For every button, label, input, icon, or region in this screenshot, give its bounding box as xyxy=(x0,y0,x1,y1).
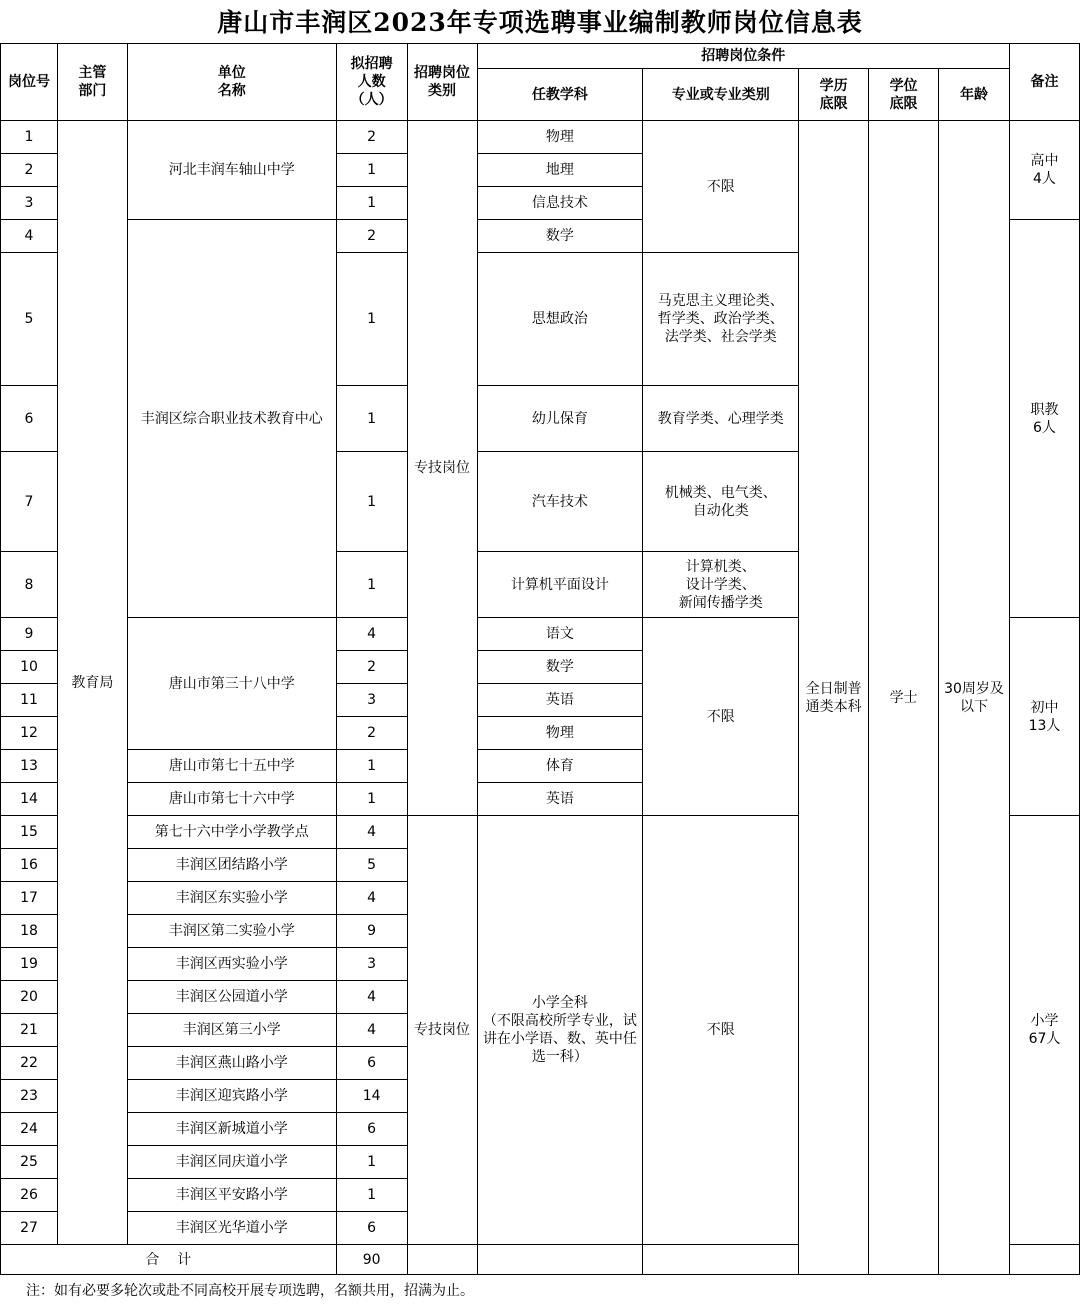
category-cell: 专技岗位 xyxy=(407,121,477,816)
subject-cell: 物理 xyxy=(477,717,643,750)
subject-cell: 幼儿保育 xyxy=(477,386,643,452)
header-conditions: 招聘岗位条件 xyxy=(477,44,1009,69)
major-cell: 不限 xyxy=(643,121,799,253)
count-cell: 5 xyxy=(336,849,407,882)
edu-cell: 全日制普 通类本科 xyxy=(799,121,869,1275)
subject-cell: 计算机平面设计 xyxy=(477,552,643,618)
count-cell: 2 xyxy=(336,220,407,253)
post-no: 5 xyxy=(1,253,58,386)
header-major: 专业或专业类别 xyxy=(643,69,799,121)
subject-cell: 数学 xyxy=(477,220,643,253)
count-cell: 1 xyxy=(336,452,407,552)
unit-cell: 丰润区东实验小学 xyxy=(127,882,336,915)
age-cell: 30周岁及 以下 xyxy=(939,121,1010,1275)
count-cell: 3 xyxy=(336,684,407,717)
post-no: 2 xyxy=(1,154,58,187)
header-remark: 备注 xyxy=(1009,44,1079,121)
unit-cell: 唐山市第七十五中学 xyxy=(127,750,336,783)
count-cell: 1 xyxy=(336,750,407,783)
unit-cell: 丰润区第三小学 xyxy=(127,1014,336,1047)
post-no: 4 xyxy=(1,220,58,253)
page-title: 唐山市丰润区2023年专项选聘事业编制教师岗位信息表 xyxy=(217,8,863,37)
post-no: 19 xyxy=(1,948,58,981)
total-value: 90 xyxy=(336,1245,407,1275)
post-no: 6 xyxy=(1,386,58,452)
count-cell: 2 xyxy=(336,651,407,684)
header-degree: 学位 底限 xyxy=(869,69,939,121)
count-cell: 1 xyxy=(336,783,407,816)
header-age: 年龄 xyxy=(939,69,1010,121)
unit-cell: 丰润区第二实验小学 xyxy=(127,915,336,948)
unit-cell: 丰润区迎宾路小学 xyxy=(127,1080,336,1113)
unit-cell: 丰润区光华道小学 xyxy=(127,1212,336,1245)
dept-cell: 教育局 xyxy=(57,121,127,1245)
total-empty-cell xyxy=(477,1245,643,1275)
subject-cell: 英语 xyxy=(477,684,643,717)
header-post-no: 岗位号 xyxy=(1,44,58,121)
post-no: 23 xyxy=(1,1080,58,1113)
unit-cell: 丰润区燕山路小学 xyxy=(127,1047,336,1080)
major-cell: 不限 xyxy=(643,816,799,1245)
count-cell: 6 xyxy=(336,1212,407,1245)
major-cell: 机械类、电气类、 自动化类 xyxy=(643,452,799,552)
major-cell: 教育学类、心理学类 xyxy=(643,386,799,452)
header-category: 招聘岗位 类别 xyxy=(407,44,477,121)
subject-cell: 语文 xyxy=(477,618,643,651)
post-no: 3 xyxy=(1,187,58,220)
count-cell: 1 xyxy=(336,1146,407,1179)
subject-cell: 数学 xyxy=(477,651,643,684)
count-cell: 4 xyxy=(336,981,407,1014)
post-no: 26 xyxy=(1,1179,58,1212)
post-no: 21 xyxy=(1,1014,58,1047)
post-no: 9 xyxy=(1,618,58,651)
total-label: 合 计 xyxy=(1,1245,337,1275)
total-empty-cell xyxy=(407,1245,477,1275)
recruitment-table xyxy=(0,43,1080,1275)
count-cell: 2 xyxy=(336,121,407,154)
footnote: 注：如有必要多轮次或赴不同高校开展专项选聘，名额共用，招满为止。 xyxy=(26,1283,474,1299)
count-cell: 1 xyxy=(336,253,407,386)
major-cell: 计算机类、 设计学类、 新闻传播学类 xyxy=(643,552,799,618)
unit-cell: 唐山市第三十八中学 xyxy=(127,618,336,750)
post-no: 8 xyxy=(1,552,58,618)
subject-cell: 体育 xyxy=(477,750,643,783)
post-no: 20 xyxy=(1,981,58,1014)
unit-cell: 丰润区新城道小学 xyxy=(127,1113,336,1146)
count-cell: 9 xyxy=(336,915,407,948)
header-unit: 单位 名称 xyxy=(127,44,336,121)
count-cell: 1 xyxy=(336,386,407,452)
degree-cell: 学士 xyxy=(869,121,939,1275)
subject-cell: 信息技术 xyxy=(477,187,643,220)
unit-cell: 丰润区公园道小学 xyxy=(127,981,336,1014)
count-cell: 14 xyxy=(336,1080,407,1113)
remark-cell: 初中 13人 xyxy=(1009,618,1079,816)
count-cell: 2 xyxy=(336,717,407,750)
count-cell: 1 xyxy=(336,187,407,220)
post-no: 1 xyxy=(1,121,58,154)
post-no: 27 xyxy=(1,1212,58,1245)
post-no: 13 xyxy=(1,750,58,783)
total-empty-cell xyxy=(643,1245,799,1275)
post-no: 16 xyxy=(1,849,58,882)
subject-cell: 物理 xyxy=(477,121,643,154)
count-cell: 4 xyxy=(336,882,407,915)
unit-cell: 丰润区团结路小学 xyxy=(127,849,336,882)
post-no: 22 xyxy=(1,1047,58,1080)
count-cell: 1 xyxy=(336,552,407,618)
subject-cell: 地理 xyxy=(477,154,643,187)
count-cell: 1 xyxy=(336,154,407,187)
post-no: 10 xyxy=(1,651,58,684)
post-no: 25 xyxy=(1,1146,58,1179)
header-edu: 学历 底限 xyxy=(799,69,869,121)
subject-cell: 汽车技术 xyxy=(477,452,643,552)
count-cell: 4 xyxy=(336,816,407,849)
unit-cell: 河北丰润车轴山中学 xyxy=(127,121,336,220)
post-no: 12 xyxy=(1,717,58,750)
post-no: 7 xyxy=(1,452,58,552)
total-empty-cell xyxy=(1009,1245,1079,1275)
unit-cell: 丰润区综合职业技术教育中心 xyxy=(127,220,336,618)
unit-cell: 丰润区同庆道小学 xyxy=(127,1146,336,1179)
unit-cell: 丰润区平安路小学 xyxy=(127,1179,336,1212)
count-cell: 6 xyxy=(336,1113,407,1146)
remark-cell: 职教 6人 xyxy=(1009,220,1079,618)
remark-cell: 小学 67人 xyxy=(1009,816,1079,1245)
post-no: 18 xyxy=(1,915,58,948)
post-no: 15 xyxy=(1,816,58,849)
major-cell: 不限 xyxy=(643,618,799,816)
subject-cell: 英语 xyxy=(477,783,643,816)
primary-subject-cell: 小学全科 （不限高校所学专业，试 讲在小学语、数、英中任 选一科） xyxy=(477,816,643,1245)
count-cell: 3 xyxy=(336,948,407,981)
unit-cell: 丰润区西实验小学 xyxy=(127,948,336,981)
header-count: 拟招聘 人数 （人） xyxy=(336,44,407,121)
unit-cell: 唐山市第七十六中学 xyxy=(127,783,336,816)
count-cell: 4 xyxy=(336,618,407,651)
post-no: 17 xyxy=(1,882,58,915)
post-no: 11 xyxy=(1,684,58,717)
count-cell: 6 xyxy=(336,1047,407,1080)
count-cell: 1 xyxy=(336,1179,407,1212)
remark-cell: 高中 4人 xyxy=(1009,121,1079,220)
unit-cell: 第七十六中学小学教学点 xyxy=(127,816,336,849)
header-subject: 任教学科 xyxy=(477,69,643,121)
major-cell: 马克思主义理论类、 哲学类、政治学类、 法学类、社会学类 xyxy=(643,253,799,386)
subject-cell: 思想政治 xyxy=(477,253,643,386)
post-no: 24 xyxy=(1,1113,58,1146)
count-cell: 4 xyxy=(336,1014,407,1047)
post-no: 14 xyxy=(1,783,58,816)
category-cell: 专技岗位 xyxy=(407,816,477,1245)
header-dept: 主管 部门 xyxy=(57,44,127,121)
